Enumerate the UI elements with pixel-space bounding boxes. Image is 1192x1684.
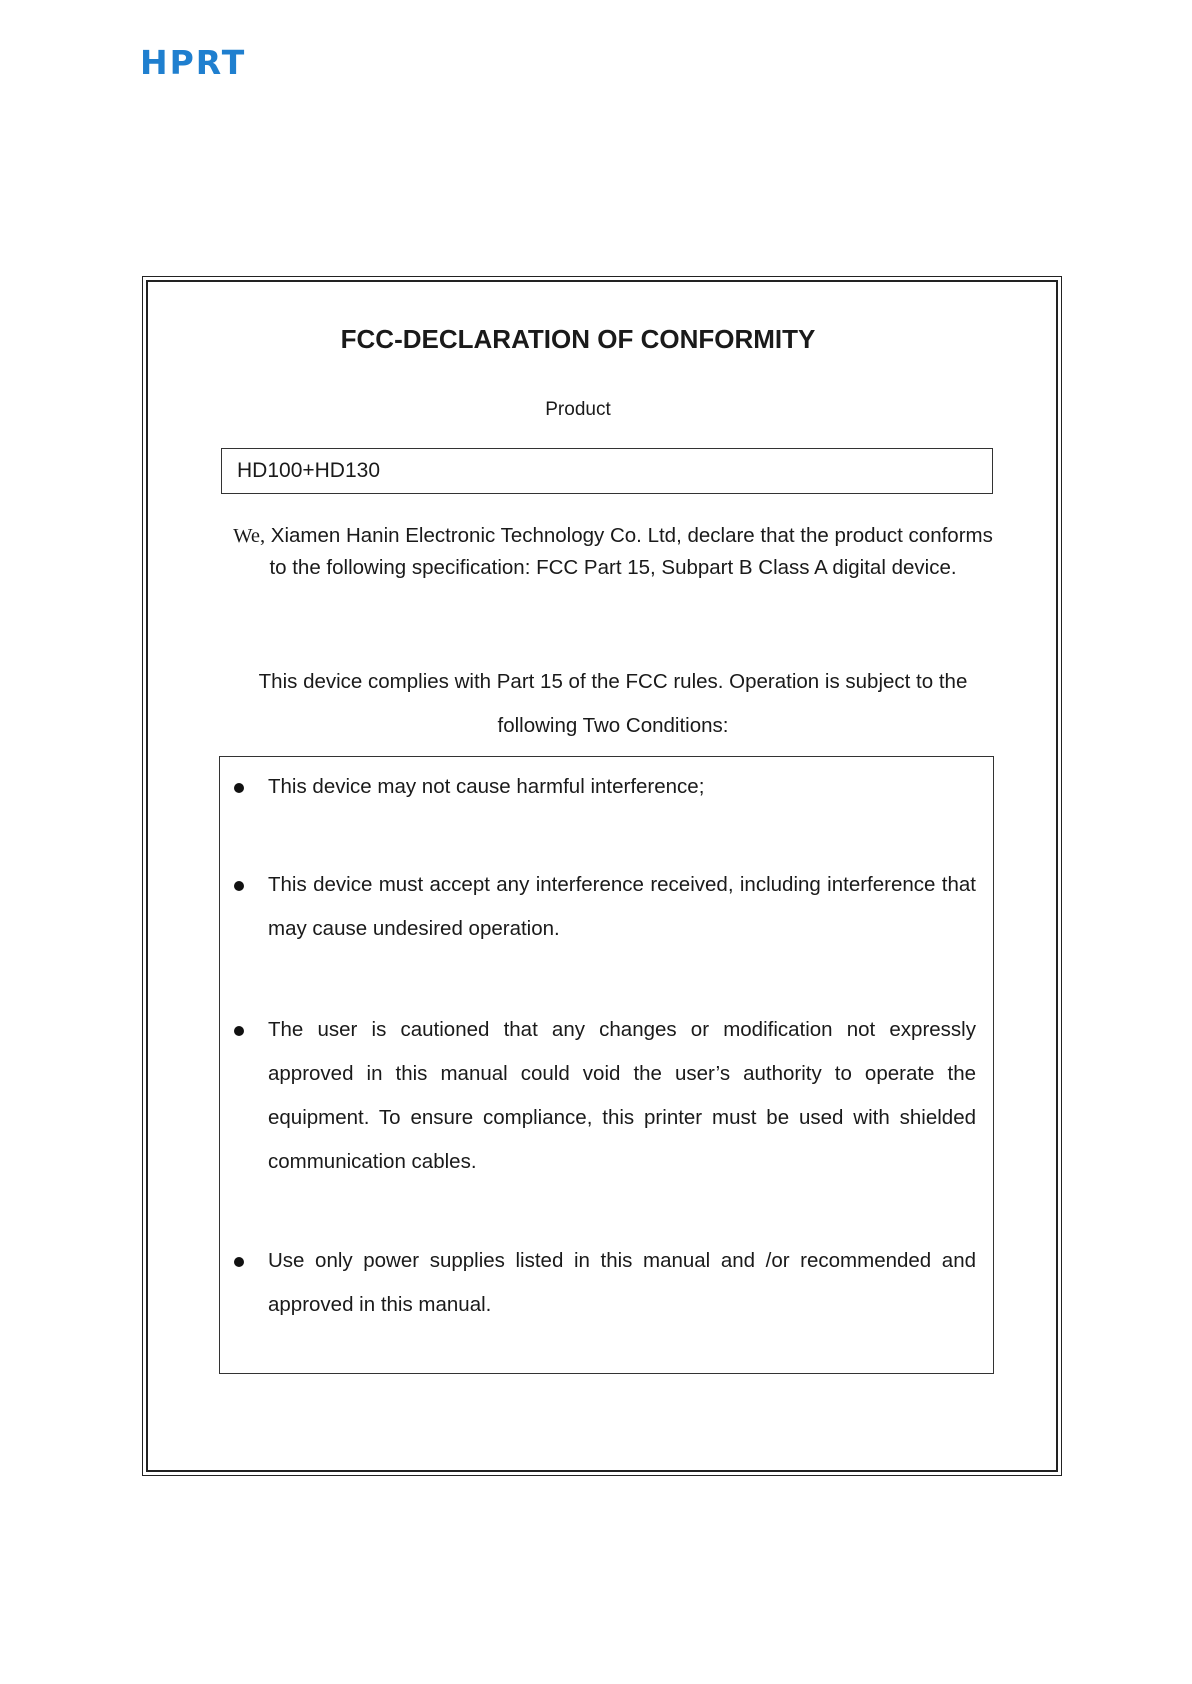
declaration-text: Xiamen Hanin Electronic Technology Co. Ltd, declare that the product conforms to the following specification: FCC Part 15, Subpart B Class A digital device. [265,524,993,579]
bullet-icon [234,881,244,891]
condition-text: This device must accept any interference received, including interference that may cause undesired operation. [268,873,976,940]
condition-item [268,1239,976,1327]
condition-item [268,863,976,951]
bullet-icon [234,1257,244,1267]
condition-text: This device may not cause harmful interference; [268,775,705,798]
condition-text: Use only power supplies listed in this manual and /or recommended and approved in this manual. [268,1249,976,1316]
declaration-frame-inner [146,280,1058,1472]
hprt-logo: HPRT [140,43,247,82]
declaration-paragraph [228,520,998,584]
declaration-we: We, [233,525,266,547]
bullet-icon [234,783,244,793]
product-value-box [221,448,993,494]
product-value: HD100+HD130 [237,459,381,482]
document-title: FCC-DECLARATION OF CONFORMITY [340,324,816,354]
product-label: Product [545,399,611,420]
condition-item [268,1008,976,1184]
declaration-frame [142,276,1062,1476]
bullet-icon [234,1026,244,1036]
compliance-statement: This device complies with Part 15 of the FCC rules. Operation is subject to the following Two Conditions: [258,670,968,737]
condition-text: The user is cautioned that any changes or modification not expressly approved in this manual could void the user’s authority to operate the equipment. To ensure compliance, this printer must be used with shielded communication cables. [268,1018,976,1173]
condition-item [268,765,976,809]
conditions-box [219,756,994,1374]
